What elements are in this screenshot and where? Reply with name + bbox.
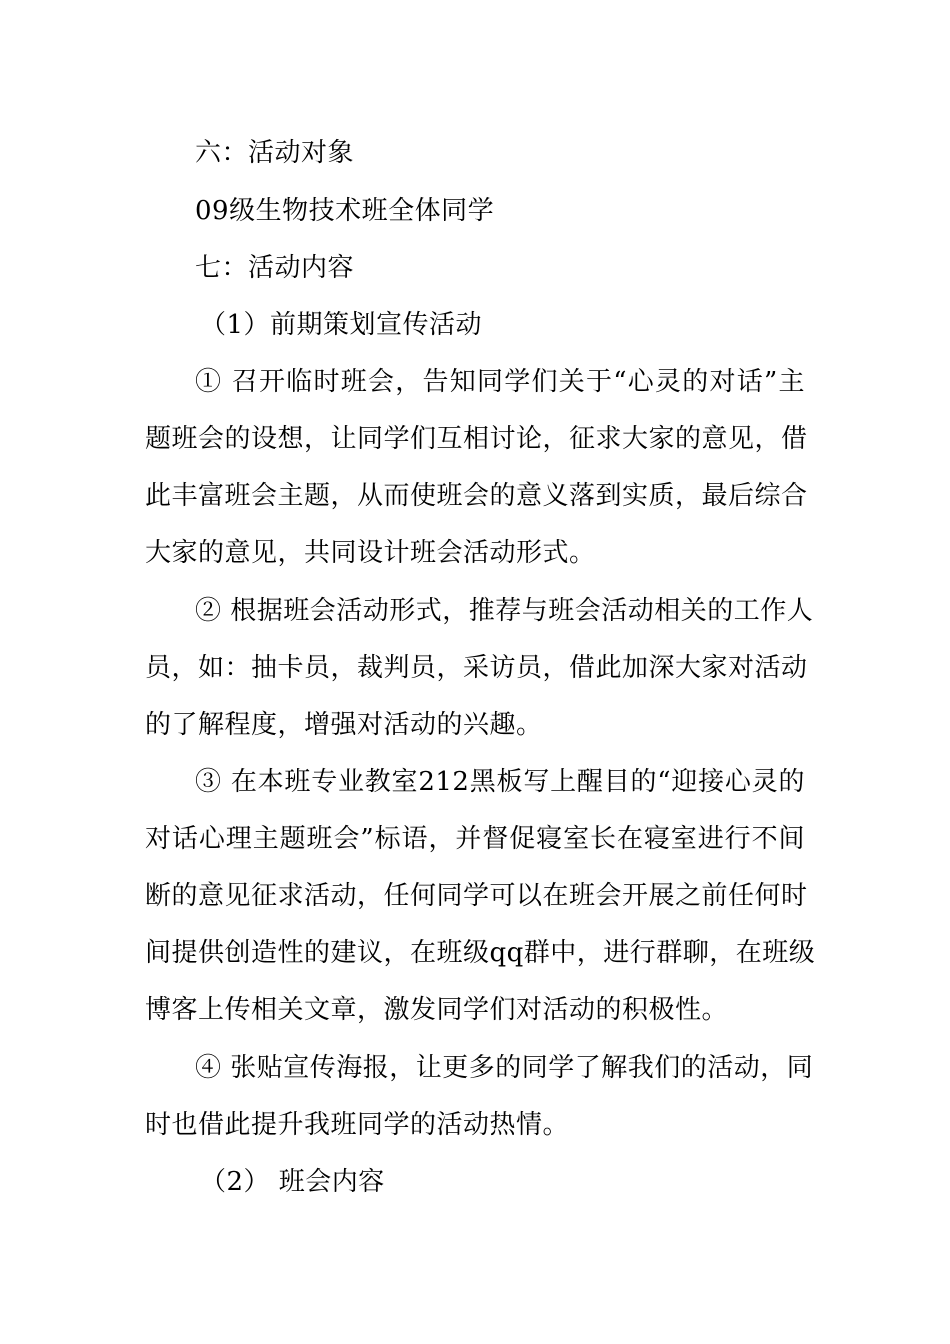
paragraph-3-line-5: 博客上传相关文章，激发同学们对活动的积极性。	[145, 995, 729, 1025]
paragraph-3-line-3: 断的意见征求活动，任何同学可以在班会开展之前任何时	[145, 881, 808, 911]
section-heading-activity-target: 六：活动对象	[195, 138, 355, 168]
section-heading-activity-content: 七：活动内容	[195, 253, 355, 283]
paragraph-1-line-1: ① 召开临时班会，告知同学们关于“心灵的对话”主	[195, 367, 805, 397]
paragraph-3-line-4: 间提供创造性的建议，在班级qq群中，进行群聊，在班级	[145, 938, 816, 968]
paragraph-2-line-1: ② 根据班会活动形式，推荐与班会活动相关的工作人	[195, 596, 814, 626]
paragraph-1-line-4: 大家的意见，共同设计班会活动形式。	[145, 538, 596, 568]
paragraph-4-line-1: ④ 张贴宣传海报，让更多的同学了解我们的活动，同	[195, 1053, 814, 1083]
paragraph-1-line-3: 此丰富班会主题，从而使班会的意义落到实质，最后综合	[145, 481, 808, 511]
subsection-heading-class-meeting-content: （2） 班会内容	[200, 1167, 385, 1197]
paragraph-1-line-2: 题班会的设想，让同学们互相讨论，征求大家的意见，借	[145, 424, 808, 454]
subsection-heading-planning: （1）前期策划宣传活动	[200, 310, 483, 340]
paragraph-4-line-2: 时也借此提升我班同学的活动热情。	[145, 1110, 570, 1140]
paragraph-2-line-2: 员，如：抽卡员，裁判员，采访员，借此加深大家对活动	[145, 653, 808, 683]
activity-target-text: 09级生物技术班全体同学	[195, 196, 495, 226]
paragraph-2-line-3: 的了解程度，增强对活动的兴趣。	[145, 710, 543, 740]
paragraph-3-line-2: 对话心理主题班会”标语，并督促寝室长在寝室进行不间	[145, 824, 805, 854]
paragraph-3-line-1: ③ 在本班专业教室212黑板写上醒目的“迎接心灵的	[195, 767, 805, 797]
